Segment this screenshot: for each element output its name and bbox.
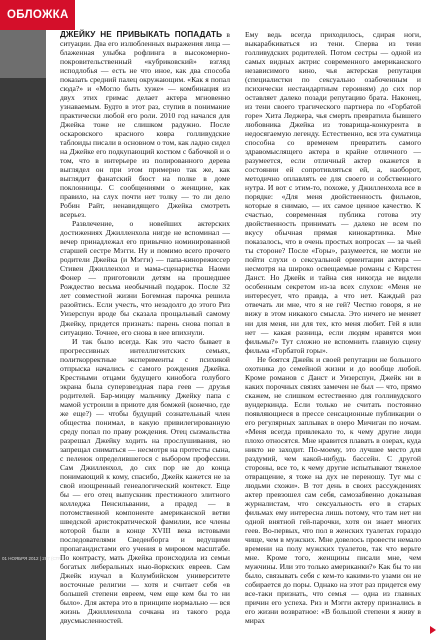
text-column-1 [60, 30, 230, 625]
page-meta: 01 НОЯБРЯ 2012 | 287 (СТР.) [2, 556, 64, 561]
paragraph: И так было всегда. Как это часто бывает в прогрессивных интеллигентских семьях, политкорректные эксперименты с психикой отпрыска начались с самого рождения Джейка. Крестными отцами будущего кинобога голубого экрана была суперзвездная пара геев — друзья родителей. Бар-мицву мальчику Джейку папа с мамой устроили в приюте для бомжей (конечно, где же еще?) — чтобы будущий сознательный член общества понимал, в какую привилегированную среду попал по праву рождения. Отец сызмальства разрешал Джейку ходить на прослушивания, но запрещал сниматься — несмотря на протесты сына, с пеленок определившегося с выбором профессии. Сам Джилленхол, до сих пор не до конца понимающий к кому, спасибо, Джейк кажется не за свой изощренный генеалогический контекст. Еще бы — его отец выпускник престижного элитного колледжа Пенсильвании, а прадед — в потомственной компоненте американской ветви шведской аристократической фамилии, все члены которой были в конце XVIII века истовыми последователями Сведенборга и ведущими пропагандистами его учения в мировом масштабе. По контрасту, мать Джейка происходила из семьи богатых либеральных нью-йоркских евреев. Сам Джейк изучал в Колумбийском университете восточные религии — хотя и считает себя «в большей степени евреем, чем еще кем бы то ни было». Для актера это в принципе нормально — вся жизнь Джилленхола сочкана из такого рода двусмысленностей. [60, 336, 230, 626]
paragraph [60, 30, 230, 219]
left-margin-block [0, 30, 46, 78]
text-column-2 [245, 30, 421, 625]
left-margin-bar [0, 30, 64, 640]
lead-text: в ситуации. Два его излюбленных выражения лица — блаженная улыбка рофлинга в высокомерно-покровительственный «кубриковский» взгляд исподлобья — есть не что иное, как два способа показать средний палец окружающим. «Как я попал сюда?» и «Могло быть хуже» — комбинация из двух этих гримас делает актера мгновенно узнаваемым. Будто в этот раз, ступив в понимание практически любой его роли. 2010 год начался для Джейка тоже не слишком радужно. После оскаровского красного ковра голливудские таблоиды писали в основном о том, как ладно сидел на Джейке его подкупающий костюм с бабочкой и о том, что в интерьере из полированного дерева выглядел он при этом примерно так же, как выглядит фанатский бюст на полке в доме поклонницы. С сообщениями о женщине, как правило, на слух почти нет толку — то ли дело Робин Райт, ненавидящего Джейка смотреть всерьез. [60, 30, 231, 220]
paragraph: Не боятся Джейк и своей репутации не большого охотника до семейной жизни и до вообще любой. Кроме романов с Данст и Уизерспун, Джейк ни в каких порочных связях замечен не был — что, прямо скажем, не слишком естественно для голливудского вундеркинда. Если только не считать постоянно появляющиеся в прессе сенсационные публикации о его регулярных заплывах в озеро Мичиган по ночам. «Меня всегда привлекало то, к чему другие люди плохо относятся. Мне нравится плавать в озерах, куда никто не заходит. По-моему, это лучшее место для раздумий, чем какой-нибудь бассейн. С другой стороны, все то, к чему другие испытывают тяжелое отвращение, я тоже на дух не переношу. Тут мы с людьми схожи». В тот день в своих рассуждениях актер превзошел сам себя, самозабвенно доказывая журналистам, что сексуальность его в старых фильмах ему интересна лишь потому, что там нет ни одной внятной гей-парочки, хотя он знает многих геев. Во-первых, что пол в женских туалетах гораздо чище, чем в мужских. Мне довелось провести немало времени на полу мужских туалетов, так что верьте мне. Кроме того, женщины писали мне, чем мужчины. Или это только американки?» Как бы то ни было, связывать себя с кем-то какими-то узами он не собирается до поры. Однако на этот раз придется ему все-таки признать, что семья — одна из главных причин его успеха. Риз и Мэгги актеру признались в его жизни возвратное: «В большой степени я живу в мирах [245, 354, 421, 626]
lead-in: ДЖЕЙКУ НЕ ПРИВЫКАТЬ ПОПАДАТЬ [60, 30, 223, 39]
section-header [0, 0, 75, 30]
paragraph: Развлечение, о новейших актерских достижениях Джилленхола нигде не вспоминал — вечер принадлежал его привычно номинированной старшей сестре Мэгги. Ну и помимо всего прочего родители Джейка (и Мэгги) — папа-кинорежиссер Стивен Джилленхол и мама-сценаристка Наоми Фонер — приготовили детям на прошедшее Рождество весьма необычный подарок. После 32 лет совместной жизни Богемная парочка решила разойтись. Если учесть, что незадолго до этого Риз Уизерспун вроде бы сказала прощальный самому Джейку, придется признать: парень снова попал в ситуацию. Точнее, его снова в нее впихнули. [60, 219, 230, 337]
section-title: ОБЛОЖКА [7, 9, 69, 21]
paragraph: Ему ведь всегда приходилось, сдирая ноги, выкарабкиваться из тени. Сперва из тени голливудских родителей. Потом сестры — одной из самых видных актрис современного американского независимого кино, чья актерская репутация (специалистки по сексуально озабоченным и психически нестандартным героиням) до сих пор оставляет далеко позади репутацию брата. Наконец, из тени своего трагического партнера по «Горбатой горе» Хита Леджера, чья смерть превратила бывшего любовника Джейка из товарища-конкурента в недосягаемую легенду. Естественно, вся эта суматица способна со временем превратить самого здравомыслящего актера в крайне отличного — разумеется, если отличный актер окажется в состоянии ей сопротивляться ей, а, наоборот, методично оплавлять ее для своего и собственного нутра. И вот с этим-то, похоже, у Джилленхола все в порядке: «Для меня двойственность фильмов, которые я снимаю, — их самое ценное качество. К счастью, современная публика готова эту двойственность принимать — далеко не всем по вкусу обычная прямая кинокартинка. Мне показалось, что в очень простых вопросах — за чьей ты стороне? После «Горы», разумеется, не могли не пойти слухи о сексуальной ориентации актера — несмотря на широко освещаемые романы с Кирстен Данст. Но Джейк и тайна сия никогда не видели особенным секретом из-за всех слухов: «Меня не интересует, что правда, а что нет. Каждый раз отвечать ли мне, что я не гей? Честно говоря, я не вижу в этом никакого смысла. Это ничего не меняет ни для меня, ни для тех, кто меня любит. Гей я или нет — какая разница, если людям нравятся мои фильмы?» Тут сложно не вспомнить главную сцену фильма «Горбатой горы». [245, 30, 421, 355]
continue-arrow-icon [430, 626, 436, 634]
